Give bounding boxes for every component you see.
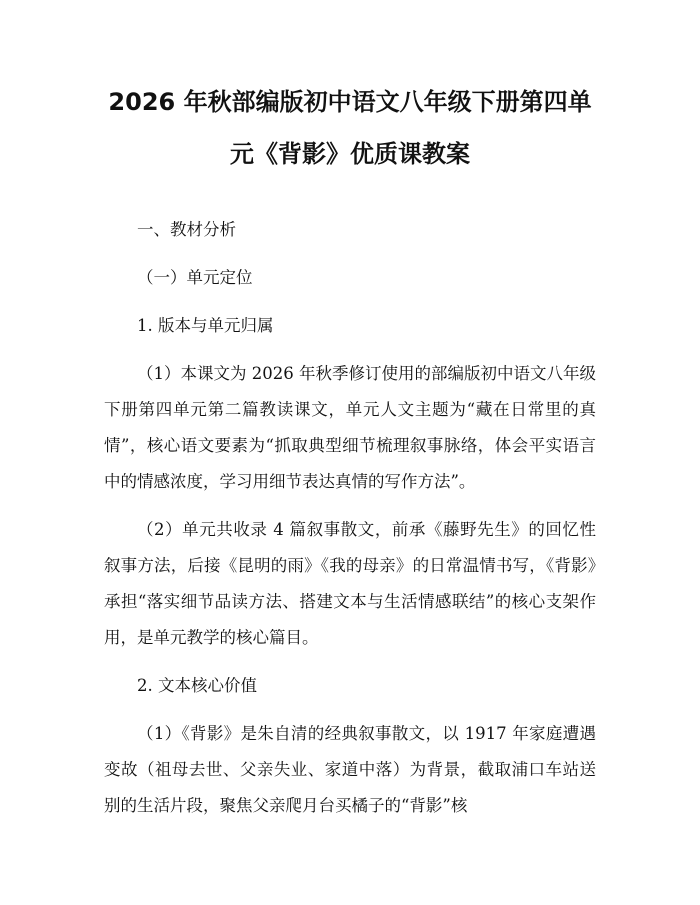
subsection-heading-unit-positioning: （一）单元定位: [137, 268, 253, 287]
item-heading-version-and-unit: 1. 版本与单元归属: [137, 316, 274, 335]
title-line-1: 2026 年秋部编版初中语文八年级下册第四单: [108, 88, 592, 116]
document-title: [104, 76, 596, 180]
paragraph-unit-structure: （2）单元共收录 4 篇叙事散文，前承《藤野先生》的回忆性叙事方法，后接《昆明的雨》《我的母亲》的日常温情书写，《背影》承担“落实细节品读方法、搭建文本与生活情感联结”的核心支架作用，是单元教学的核心篇目。: [104, 520, 596, 647]
title-line-2: 元《背影》优质课教案: [230, 140, 470, 168]
item-heading-text-core-value: 2. 文本核心价值: [137, 676, 257, 695]
paragraph-text-background: （1）《背影》是朱自清的经典叙事散文，以 1917 年家庭遭遇变故（祖母去世、父亲失业、家道中落）为背景，截取浦口车站送别的生活片段，聚焦父亲爬月台买橘子的“背影”核: [104, 724, 596, 815]
section-heading-teaching-material-analysis: 一、教材分析: [137, 220, 236, 239]
paragraph-unit-theme: （1）本课文为 2026 年秋季修订使用的部编版初中语文八年级下册第四单元第二篇教读课文，单元人文主题为“藏在日常里的真情”，核心语文要素为“抓取典型细节梳理叙事脉络，体会平实语言中的情感浓度，学习用细节表达真情的写作方法”。: [104, 364, 596, 491]
